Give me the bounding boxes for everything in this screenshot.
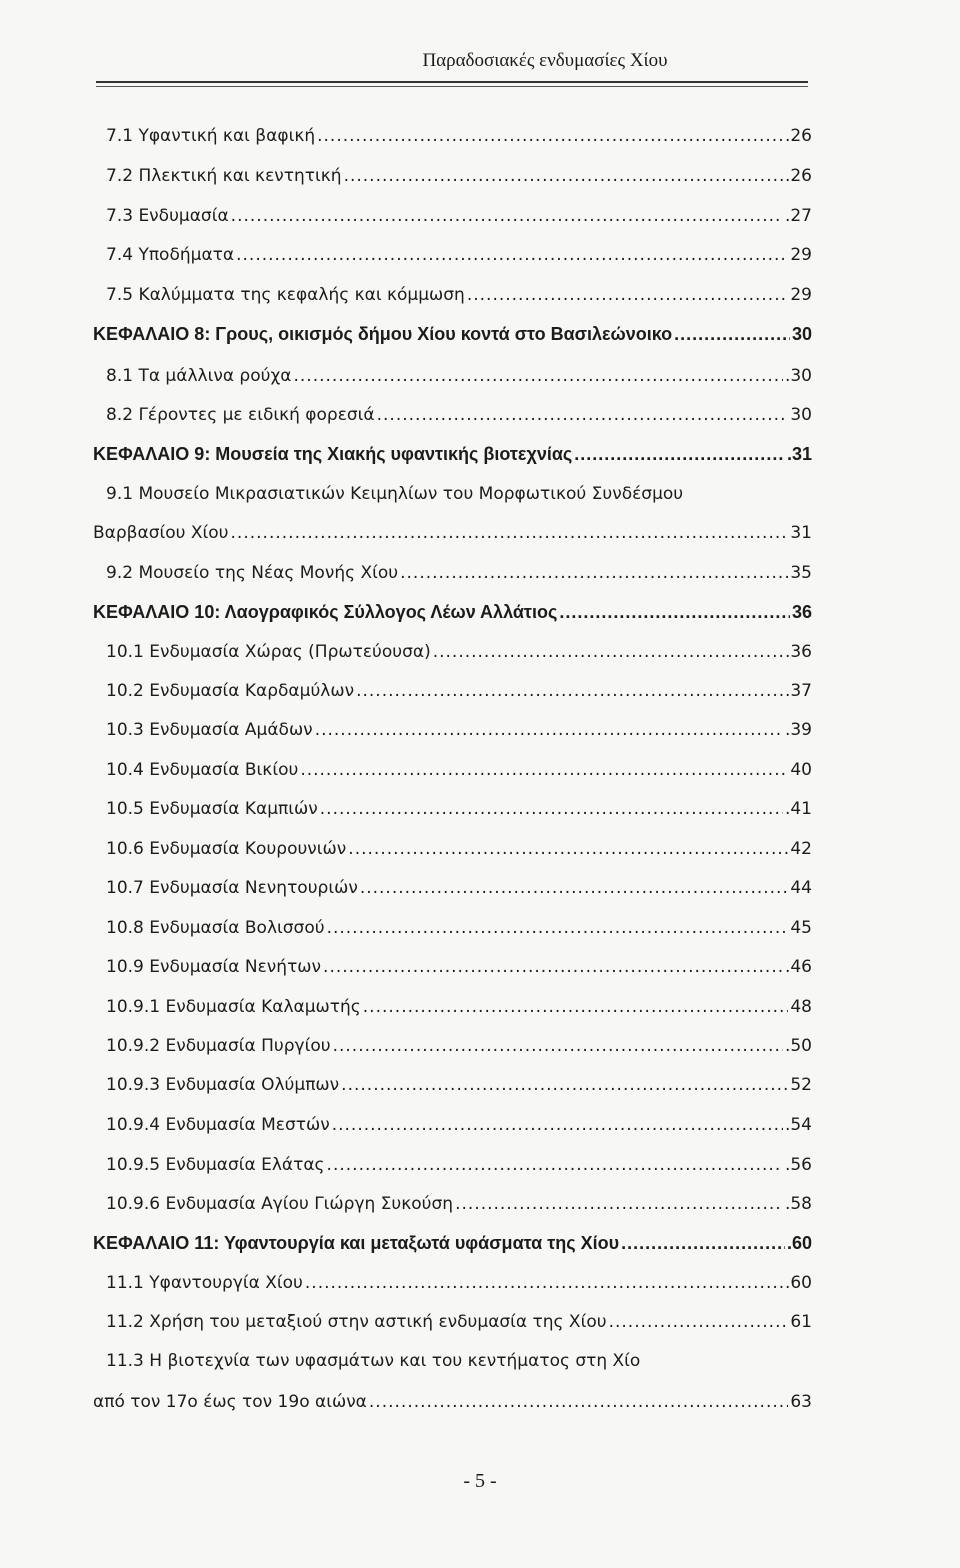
- toc-entry-label: 8.1 Τα μάλλινα ρούχα: [106, 366, 292, 386]
- toc-entry-page: 48: [790, 997, 812, 1017]
- toc-leader-dots: [341, 1070, 788, 1100]
- toc-entry-page: 29: [790, 285, 812, 305]
- page-number: - 5 -: [463, 1470, 497, 1492]
- toc-entry-label: 7.1 Υφαντική και βαφική: [106, 126, 316, 146]
- toc-chapter-entry[interactable]: [93, 439, 812, 469]
- toc-chapter-label: ΚΕΦΑΛΑΙΟ 9: Μουσεία της Χιακής υφαντικής βιοτεχνίας: [93, 444, 573, 464]
- toc-entry-page: 40: [790, 760, 812, 780]
- toc-entry-page: .39: [784, 720, 812, 740]
- toc-entry[interactable]: [106, 558, 812, 588]
- toc-entry[interactable]: [106, 794, 812, 824]
- toc-entry-page: .27: [784, 206, 812, 226]
- toc-leader-dots: [621, 1228, 785, 1258]
- toc-entry-continued[interactable]: [106, 479, 812, 509]
- toc-entry-page: .58: [784, 1194, 812, 1214]
- toc-entry-label: 7.4 Υποδήματα: [106, 245, 235, 265]
- toc-leader-dots: [305, 1268, 783, 1298]
- toc-entry-label: 7.5 Καλύμματα της κεφαλής και κόμμωση: [106, 285, 465, 305]
- toc-entry-label: 10.9.4 Ενδυμασία Μεστών: [106, 1115, 330, 1135]
- toc-entry-label: 10.3 Ενδυμασία Αμάδων: [106, 720, 313, 740]
- toc-entry-page: .60: [786, 1233, 812, 1253]
- toc-entry-page: 44: [790, 878, 812, 898]
- toc-leader-dots: [327, 1150, 783, 1180]
- toc-leader-dots: [400, 558, 788, 588]
- toc-entry-label: 10.9.6 Ενδυμασία Αγίου Γιώργη Συκούση: [106, 1194, 454, 1214]
- toc-entry-label: 10.9.2 Ενδυμασία Πυργίου: [106, 1036, 331, 1056]
- toc-entry-label: Βαρβασίου Χίου: [93, 523, 229, 543]
- toc-entry-page: 31: [790, 523, 812, 543]
- toc-entry-page: .50: [784, 1036, 812, 1056]
- toc-entry-page: 30: [790, 405, 812, 425]
- toc-entry-label: 10.1 Ενδυμασία Χώρας (Πρωτεύουσα): [106, 642, 431, 662]
- toc-entry-page: 42: [790, 839, 812, 859]
- toc-entry-page: .31: [786, 444, 812, 464]
- toc-entry-page: .56: [784, 1155, 812, 1175]
- toc-entry-label: 10.7 Ενδυμασία Νενητουριών: [106, 878, 358, 898]
- toc-entry-label: 10.8 Ενδυμασία Βολισσού: [106, 918, 325, 938]
- toc-entry-label: 10.9.1 Ενδυμασία Καλαμωτής: [106, 997, 361, 1017]
- toc-entry-label: 10.4 Ενδυμασία Βικίου: [106, 760, 299, 780]
- toc-entry[interactable]: [106, 873, 812, 903]
- toc-leader-dots: [231, 201, 783, 231]
- toc-entry-label: 10.2 Ενδυμασία Καρδαμύλων: [106, 681, 355, 701]
- toc-entry-label: 10.6 Ενδυμασία Κουρουνιών: [106, 839, 347, 859]
- toc-entry[interactable]: [106, 637, 812, 667]
- toc-entry[interactable]: [106, 1189, 812, 1219]
- toc-leader-dots: [455, 1189, 783, 1219]
- toc-entry-label: 10.9.3 Ενδυμασία Ολύμπων: [106, 1075, 340, 1095]
- toc-entry-label: από τον 17ο έως τον 19ο αιώνα: [93, 1392, 367, 1412]
- toc-entry-page: .54: [784, 1115, 812, 1135]
- toc-entry[interactable]: [106, 952, 812, 982]
- toc-entry[interactable]: [106, 240, 812, 270]
- toc-entry[interactable]: [106, 676, 812, 706]
- toc-leader-dots: [609, 1307, 789, 1337]
- toc-entry-label: 7.2 Πλεκτική και κεντητική: [106, 166, 342, 186]
- toc-leader-dots: [333, 1031, 783, 1061]
- toc-entry[interactable]: [106, 1031, 812, 1061]
- toc-chapter-entry[interactable]: [93, 597, 812, 627]
- toc-entry-page: .60: [784, 1273, 812, 1293]
- toc-chapter-entry[interactable]: [93, 319, 812, 349]
- toc-entry[interactable]: [106, 400, 812, 430]
- toc-entry-page: 52: [790, 1075, 812, 1095]
- toc-entry-page: 36: [791, 602, 812, 622]
- toc-entry[interactable]: [106, 121, 812, 151]
- toc-leader-dots: [559, 597, 790, 627]
- toc-leader-dots: [231, 518, 789, 548]
- toc-entry[interactable]: [106, 992, 812, 1022]
- toc-entry-page: 61: [790, 1312, 812, 1332]
- toc-leader-dots: [344, 161, 783, 191]
- toc-entry-page: .30: [784, 366, 812, 386]
- toc-entry[interactable]: [106, 913, 812, 943]
- toc-leader-dots: [317, 121, 783, 151]
- toc-entry[interactable]: [106, 201, 812, 231]
- toc-leader-dots: [300, 755, 788, 785]
- toc-entry-page: 35: [790, 563, 812, 583]
- toc-leader-dots: [236, 240, 788, 270]
- toc-entry[interactable]: [106, 1307, 812, 1337]
- toc-entry[interactable]: [106, 280, 812, 310]
- toc-leader-dots: [433, 637, 783, 667]
- toc-leader-dots: [363, 992, 789, 1022]
- toc-entry[interactable]: [106, 834, 812, 864]
- toc-entry-label: 7.3 Ενδυμασία: [106, 206, 229, 226]
- toc-entry-label: 11.1 Υφαντουργία Χίου: [106, 1273, 303, 1293]
- toc-leader-dots: [315, 715, 783, 745]
- toc-entry-page: .36: [784, 642, 812, 662]
- toc-leader-dots: [323, 952, 783, 982]
- toc-entry-page: 30: [791, 324, 812, 344]
- running-header: Παραδοσιακές ενδυμασίες Χίου: [422, 50, 668, 71]
- toc-entry-page: .46: [784, 957, 812, 977]
- toc-entry[interactable]: [93, 1387, 812, 1417]
- toc-leader-dots: [356, 676, 783, 706]
- toc-entry-label: 8.2 Γέροντες με ειδική φορεσιά: [106, 405, 375, 425]
- toc-entry-page: 63: [790, 1392, 812, 1412]
- toc-leader-dots: [320, 794, 783, 824]
- toc-leader-dots: [332, 1110, 783, 1140]
- toc-entry-page: .26: [784, 166, 812, 186]
- toc-entry-label: 9.2 Μουσείο της Νέας Μονής Χίου: [106, 563, 399, 583]
- toc-leader-dots: [327, 913, 789, 943]
- toc-entry-label: 10.5 Ενδυμασία Καμπιών: [106, 799, 318, 819]
- toc-entry-label: 10.9.5 Ενδυμασία Ελάτας: [106, 1155, 325, 1175]
- toc-entry-label: 9.1 Μουσείο Μικρασιατικών Κειμηλίων του Μορφωτικού Συνδέσμου: [106, 484, 684, 504]
- toc-entry[interactable]: [106, 1110, 812, 1140]
- toc-entry-page: .26: [784, 126, 812, 146]
- toc-leader-dots: [360, 873, 789, 903]
- toc-entry[interactable]: [106, 361, 812, 391]
- toc-entry[interactable]: [106, 161, 812, 191]
- toc-leader-dots: [348, 834, 788, 864]
- toc-leader-dots: [369, 1387, 788, 1417]
- toc-entry-label: 11.2 Χρήση του μεταξιού στην αστική ενδυμασία της Χίου: [106, 1312, 607, 1332]
- toc-entry-page: 29: [790, 245, 812, 265]
- toc-leader-dots: [294, 361, 783, 391]
- toc-entry-continued[interactable]: [106, 1346, 812, 1376]
- toc-entry[interactable]: [106, 755, 812, 785]
- toc-leader-dots: [377, 400, 789, 430]
- toc-leader-dots: [574, 439, 785, 469]
- toc-entry-page: 45: [790, 918, 812, 938]
- toc-chapter-entry[interactable]: [93, 1228, 812, 1258]
- toc-leader-dots: [674, 319, 790, 349]
- toc-entry-label: 11.3 Η βιοτεχνία των υφασμάτων και του κεντήματος στη Χίο: [106, 1351, 641, 1371]
- toc-entry[interactable]: [106, 1268, 812, 1298]
- toc-entry[interactable]: [106, 715, 812, 745]
- toc-leader-dots: [467, 280, 789, 310]
- toc-entry-label: 10.9 Ενδυμασία Νενήτων: [106, 957, 322, 977]
- toc-entry-page: .37: [784, 681, 812, 701]
- toc-chapter-label: ΚΕΦΑΛΑΙΟ 11: Υφαντουργία και μεταξωτά υφάσματα της Χίου: [93, 1233, 620, 1253]
- toc-entry[interactable]: [93, 518, 812, 548]
- toc-chapter-label: ΚΕΦΑΛΑΙΟ 8: Γρους, οικισμός δήμου Χίου κοντά στο Βασιλεώνοικο: [93, 324, 673, 344]
- toc-entry[interactable]: [106, 1150, 812, 1180]
- toc-chapter-label: ΚΕΦΑΛΑΙΟ 10: Λαογραφικός Σύλλογος Λέων Αλλάτιος: [93, 602, 558, 622]
- toc-entry[interactable]: [106, 1070, 812, 1100]
- toc-entry-page: .41: [784, 799, 812, 819]
